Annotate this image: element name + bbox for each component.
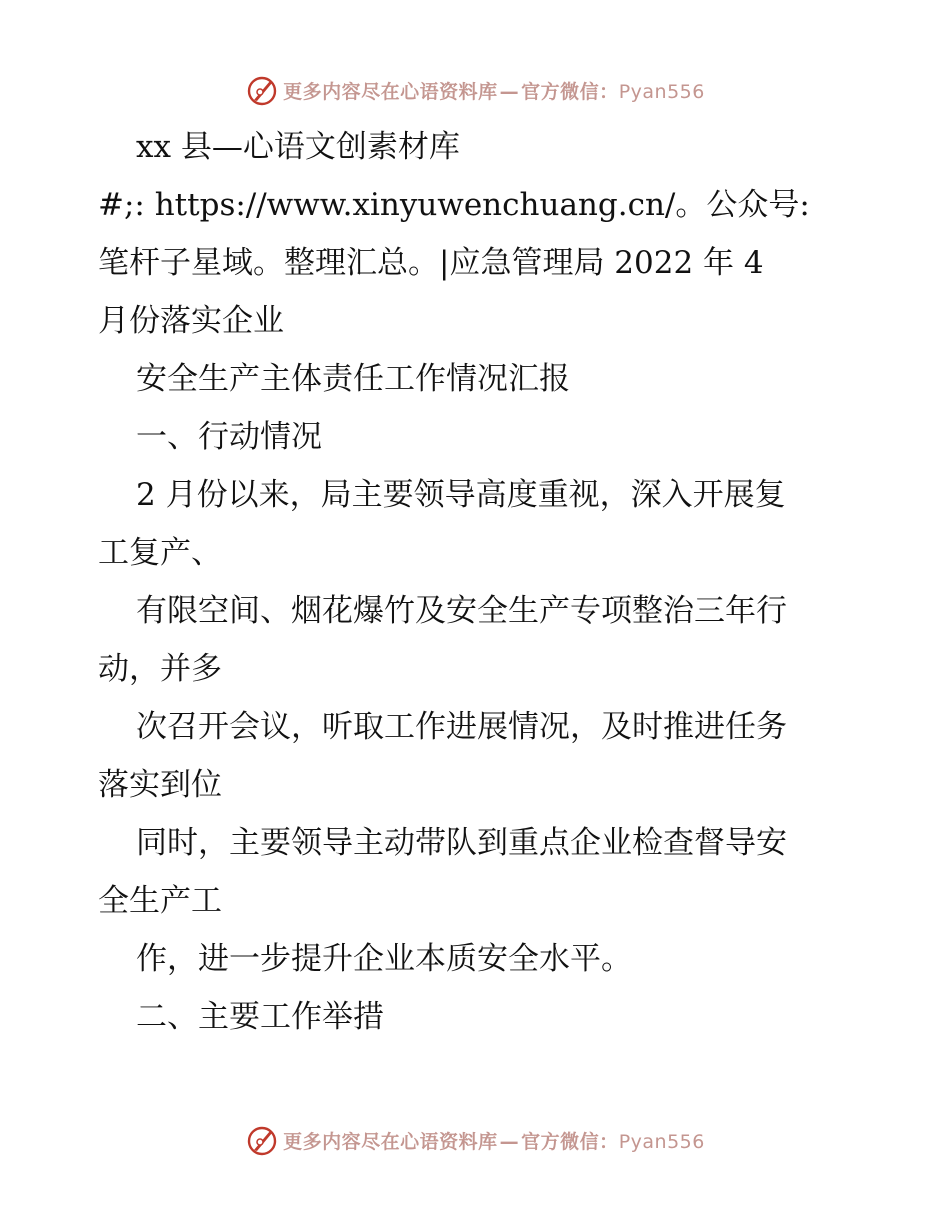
section-heading: 一、行动情况 xyxy=(136,419,322,455)
doc-line: 笔杆子星域。整理汇总。|应急管理局 2022 年 4 xyxy=(98,245,764,281)
doc-line: 月份落实企业 xyxy=(98,303,284,339)
doc-line: 全生产工 xyxy=(98,883,222,919)
doc-line: 落实到位 xyxy=(98,767,222,803)
quill-logo-icon xyxy=(245,73,279,107)
section-heading: 二、主要工作举措 xyxy=(136,999,384,1035)
watermark-text: 更多内容尽在心语资料库 — 官方微信：Pyan556 xyxy=(283,1130,705,1153)
quill-logo-icon xyxy=(245,1123,279,1157)
footer-watermark-banner xyxy=(0,1120,950,1160)
doc-line: #;: https://www.xinyuwenchuang.cn/。公众号: xyxy=(98,187,810,223)
doc-line: 同时，主要领导主动带队到重点企业检查督导安 xyxy=(136,825,787,861)
doc-line: xx 县—心语文创素材库 xyxy=(136,129,460,165)
doc-line: 作，进一步提升企业本质安全水平。 xyxy=(136,941,632,977)
doc-line: 次召开会议，听取工作进展情况，及时推进任务 xyxy=(136,709,787,745)
doc-line: 动，并多 xyxy=(98,651,222,687)
watermark-text: 更多内容尽在心语资料库 — 官方微信：Pyan556 xyxy=(283,80,705,103)
doc-line: 2 月份以来，局主要领导高度重视，深入开展复 xyxy=(136,477,786,513)
doc-title: 安全生产主体责任工作情况汇报 xyxy=(136,361,570,397)
doc-line: 有限空间、烟花爆竹及安全生产专项整治三年行 xyxy=(136,593,787,629)
header-watermark-banner xyxy=(0,70,950,110)
doc-line: 工复产、 xyxy=(98,535,222,571)
document-body xyxy=(98,118,858,1046)
